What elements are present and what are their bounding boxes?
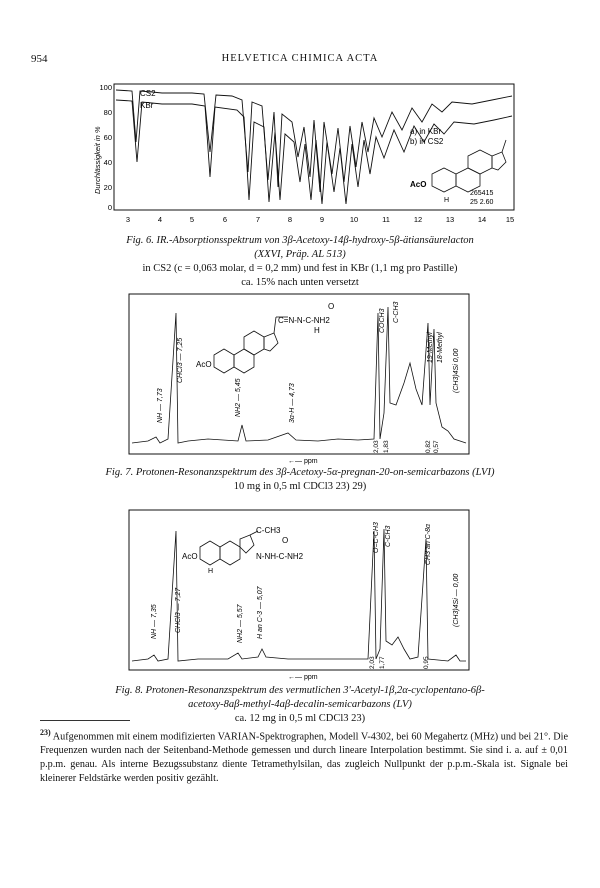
fig6-caption-line: ca. 15% nach unten versetzt — [241, 277, 359, 288]
fig8-structure — [200, 531, 258, 565]
fig6-caption-line: (XXVI, Präp. AL 513) — [254, 249, 346, 260]
fig7-integral: 1,83 — [383, 440, 390, 453]
fig6-x-tick: 5 — [189, 215, 195, 224]
fig6-y-tick: 20 — [103, 183, 112, 192]
fig8-integral: 0,95 — [423, 656, 430, 669]
fig7-axis-label: ←— ppm — [288, 458, 318, 465]
fig8-caption-line: acetoxy-8aβ-methyl-4aβ-decalin-semicarbazons (LV) — [188, 699, 412, 710]
fig7-peak-label: 3α-H — 4,73 — [289, 383, 296, 423]
fig8-structure-ch3: C-CH3 — [256, 526, 281, 535]
fig7-integral: 2,03 — [373, 440, 380, 453]
fig6-x-tick: 14 — [477, 215, 487, 224]
fig8-peak-label: H an C-3 — 5,07 — [257, 586, 264, 639]
fig6-caption-line: in CS2 (c = 0,063 molar, d = 0,2 mm) und fest in KBr (1,1 mg pro Pastille) — [142, 263, 458, 274]
fig6-legend-b: b) in CS2 — [410, 137, 444, 146]
fig6-caption-line: Fig. 6. IR.-Absorptionsspektrum von 3β-Acetoxy-14β-hydroxy-5β-ätiansäurelacton — [126, 235, 474, 246]
fig6-y-axis-label: Durchlässigkeit in % — [93, 126, 102, 194]
fig7-integral: 0,57 — [433, 440, 440, 453]
fig7-peak-label: COCH3 — [379, 308, 386, 333]
fig6-x-tick: 9 — [319, 215, 325, 224]
fig8-peak-label: CHCl3 — 7,27 — [175, 587, 182, 633]
journal-title: HELVETICA CHIMICA ACTA — [221, 53, 379, 64]
fig7-structure-o: O — [328, 302, 335, 311]
fig6-trace-kbr — [116, 100, 512, 204]
footnote-text: Aufgenommen mit einem modifizierten VARIAN-Spektrographen, Modell V-4302, bei 60 Megahertz (MHz) und bei 21°. Die Frequenzen wurden nach der Seitenband-Methode gemessen und durch lineare Interpolation bestimmt. Sie sind i. a. auf ± 0,01 p.p.m. genau. Als interne Bezugssubstanz diente Tetramethylsilan, das zugleich Nullpunkt der p.p.m.-Skala ist. Signale bei kleinerer Feldstärke werden positiv gezählt. — [40, 731, 568, 785]
fig8-caption-line: ca. 12 mg in 0,5 ml CDCl3 23) — [234, 713, 366, 724]
fig8-substituent: AcO — [182, 552, 198, 561]
fig7-structure-text: C=N-N-C-NH2 — [278, 316, 330, 325]
fig7-integral: 0,82 — [425, 440, 432, 453]
footnote-divider — [40, 720, 130, 721]
fig6-x-tick: 11 — [382, 215, 390, 224]
fig6-substituent: AcO — [410, 180, 427, 189]
fig6-ir-spectrum — [92, 82, 522, 232]
fig7-caption — [40, 466, 560, 494]
fig6-legend-a: a) in KBr — [410, 127, 442, 136]
fig6-h-label: H — [444, 197, 450, 204]
footnote-marker: 23) — [40, 728, 51, 737]
fig6-structure — [432, 140, 506, 192]
fig8-peak-label: O=C-CH3 — [373, 522, 380, 553]
fig7-peak-label: C-CH3 — [393, 301, 400, 323]
fig6-trace-cs2 — [116, 90, 512, 192]
fig7-caption-line: 10 mg in 0,5 ml CDCl3 23) 29) — [233, 481, 367, 492]
fig6-trace-label-cs2: CS2 — [140, 89, 156, 98]
fig8-structure-o: O — [282, 536, 289, 545]
page-number: 954 — [31, 53, 48, 65]
fig6-x-tick: 15 — [505, 215, 515, 224]
fig8-peak-label: C-CH3 — [385, 525, 392, 547]
fig7-peak-label: NH2 — 5,45 — [235, 378, 242, 417]
fig6-ref-a: 265415 — [470, 190, 494, 197]
footnote — [40, 726, 568, 786]
fig6-y-tick: 60 — [103, 133, 112, 142]
fig6-ref-b: 25 2.60 — [470, 199, 494, 206]
fig8-peak-label: (CH3)4Si — 0,00 — [453, 573, 460, 627]
fig6-caption — [40, 234, 560, 290]
fig6-x-tick: 4 — [157, 215, 163, 224]
fig6-y-tick: 0 — [107, 203, 112, 212]
fig8-integral: 2,03 — [369, 656, 376, 669]
fig8-nmr-spectrum — [128, 509, 470, 681]
fig8-trace — [132, 529, 466, 661]
fig6-y-tick: 100 — [99, 83, 112, 92]
fig8-structure-text: N-NH-C-NH2 — [256, 552, 304, 561]
fig8-axis-label: ←— ppm — [288, 674, 318, 681]
fig6-x-tick: 8 — [287, 215, 293, 224]
fig8-peak-label: CH3 an C-8α — [425, 524, 432, 565]
fig7-peak-label: 19-Methyl — [427, 332, 434, 363]
fig6-x-tick: 10 — [349, 215, 359, 224]
fig8-peak-label: NH — 7,35 — [151, 604, 158, 639]
fig7-substituent: AcO — [196, 360, 212, 369]
fig7-nmr-spectrum — [128, 293, 470, 465]
fig7-peak-label: (CH3)4Si 0,00 — [453, 348, 460, 393]
fig7-structure — [214, 317, 288, 373]
fig8-peak-label: NH2 — 5,57 — [237, 604, 244, 643]
fig7-peak-label: CHCl3 — 7,25 — [177, 337, 184, 383]
fig6-x-tick: 12 — [413, 215, 423, 224]
fig8-h-label: H — [208, 568, 214, 575]
fig7-peak-label: NH — 7,73 — [157, 388, 164, 423]
fig8-caption-line: Fig. 8. Protonen-Resonanzspektrum des vermutlichen 3'-Acetyl-1β,2α-cyclopentano-6β- — [115, 685, 485, 696]
fig6-y-tick: 80 — [103, 108, 112, 117]
fig6-x-tick: 7 — [255, 215, 261, 224]
fig6-x-tick: 6 — [222, 215, 228, 224]
fig7-peak-label: 18-Methyl — [437, 332, 444, 363]
fig7-caption-line: Fig. 7. Protonen-Resonanzspektrum des 3β-Acetoxy-5α-pregnan-20-on-semicarbazons (LVI) — [105, 467, 495, 478]
fig7-structure-h: H — [314, 326, 320, 335]
fig6-trace-label-kbr: KBr — [140, 101, 154, 110]
fig6-y-tick: 40 — [103, 158, 112, 167]
fig6-x-tick: 13 — [445, 215, 455, 224]
fig6-x-tick: 3 — [125, 215, 131, 224]
fig8-integral: 1,77 — [379, 656, 386, 669]
